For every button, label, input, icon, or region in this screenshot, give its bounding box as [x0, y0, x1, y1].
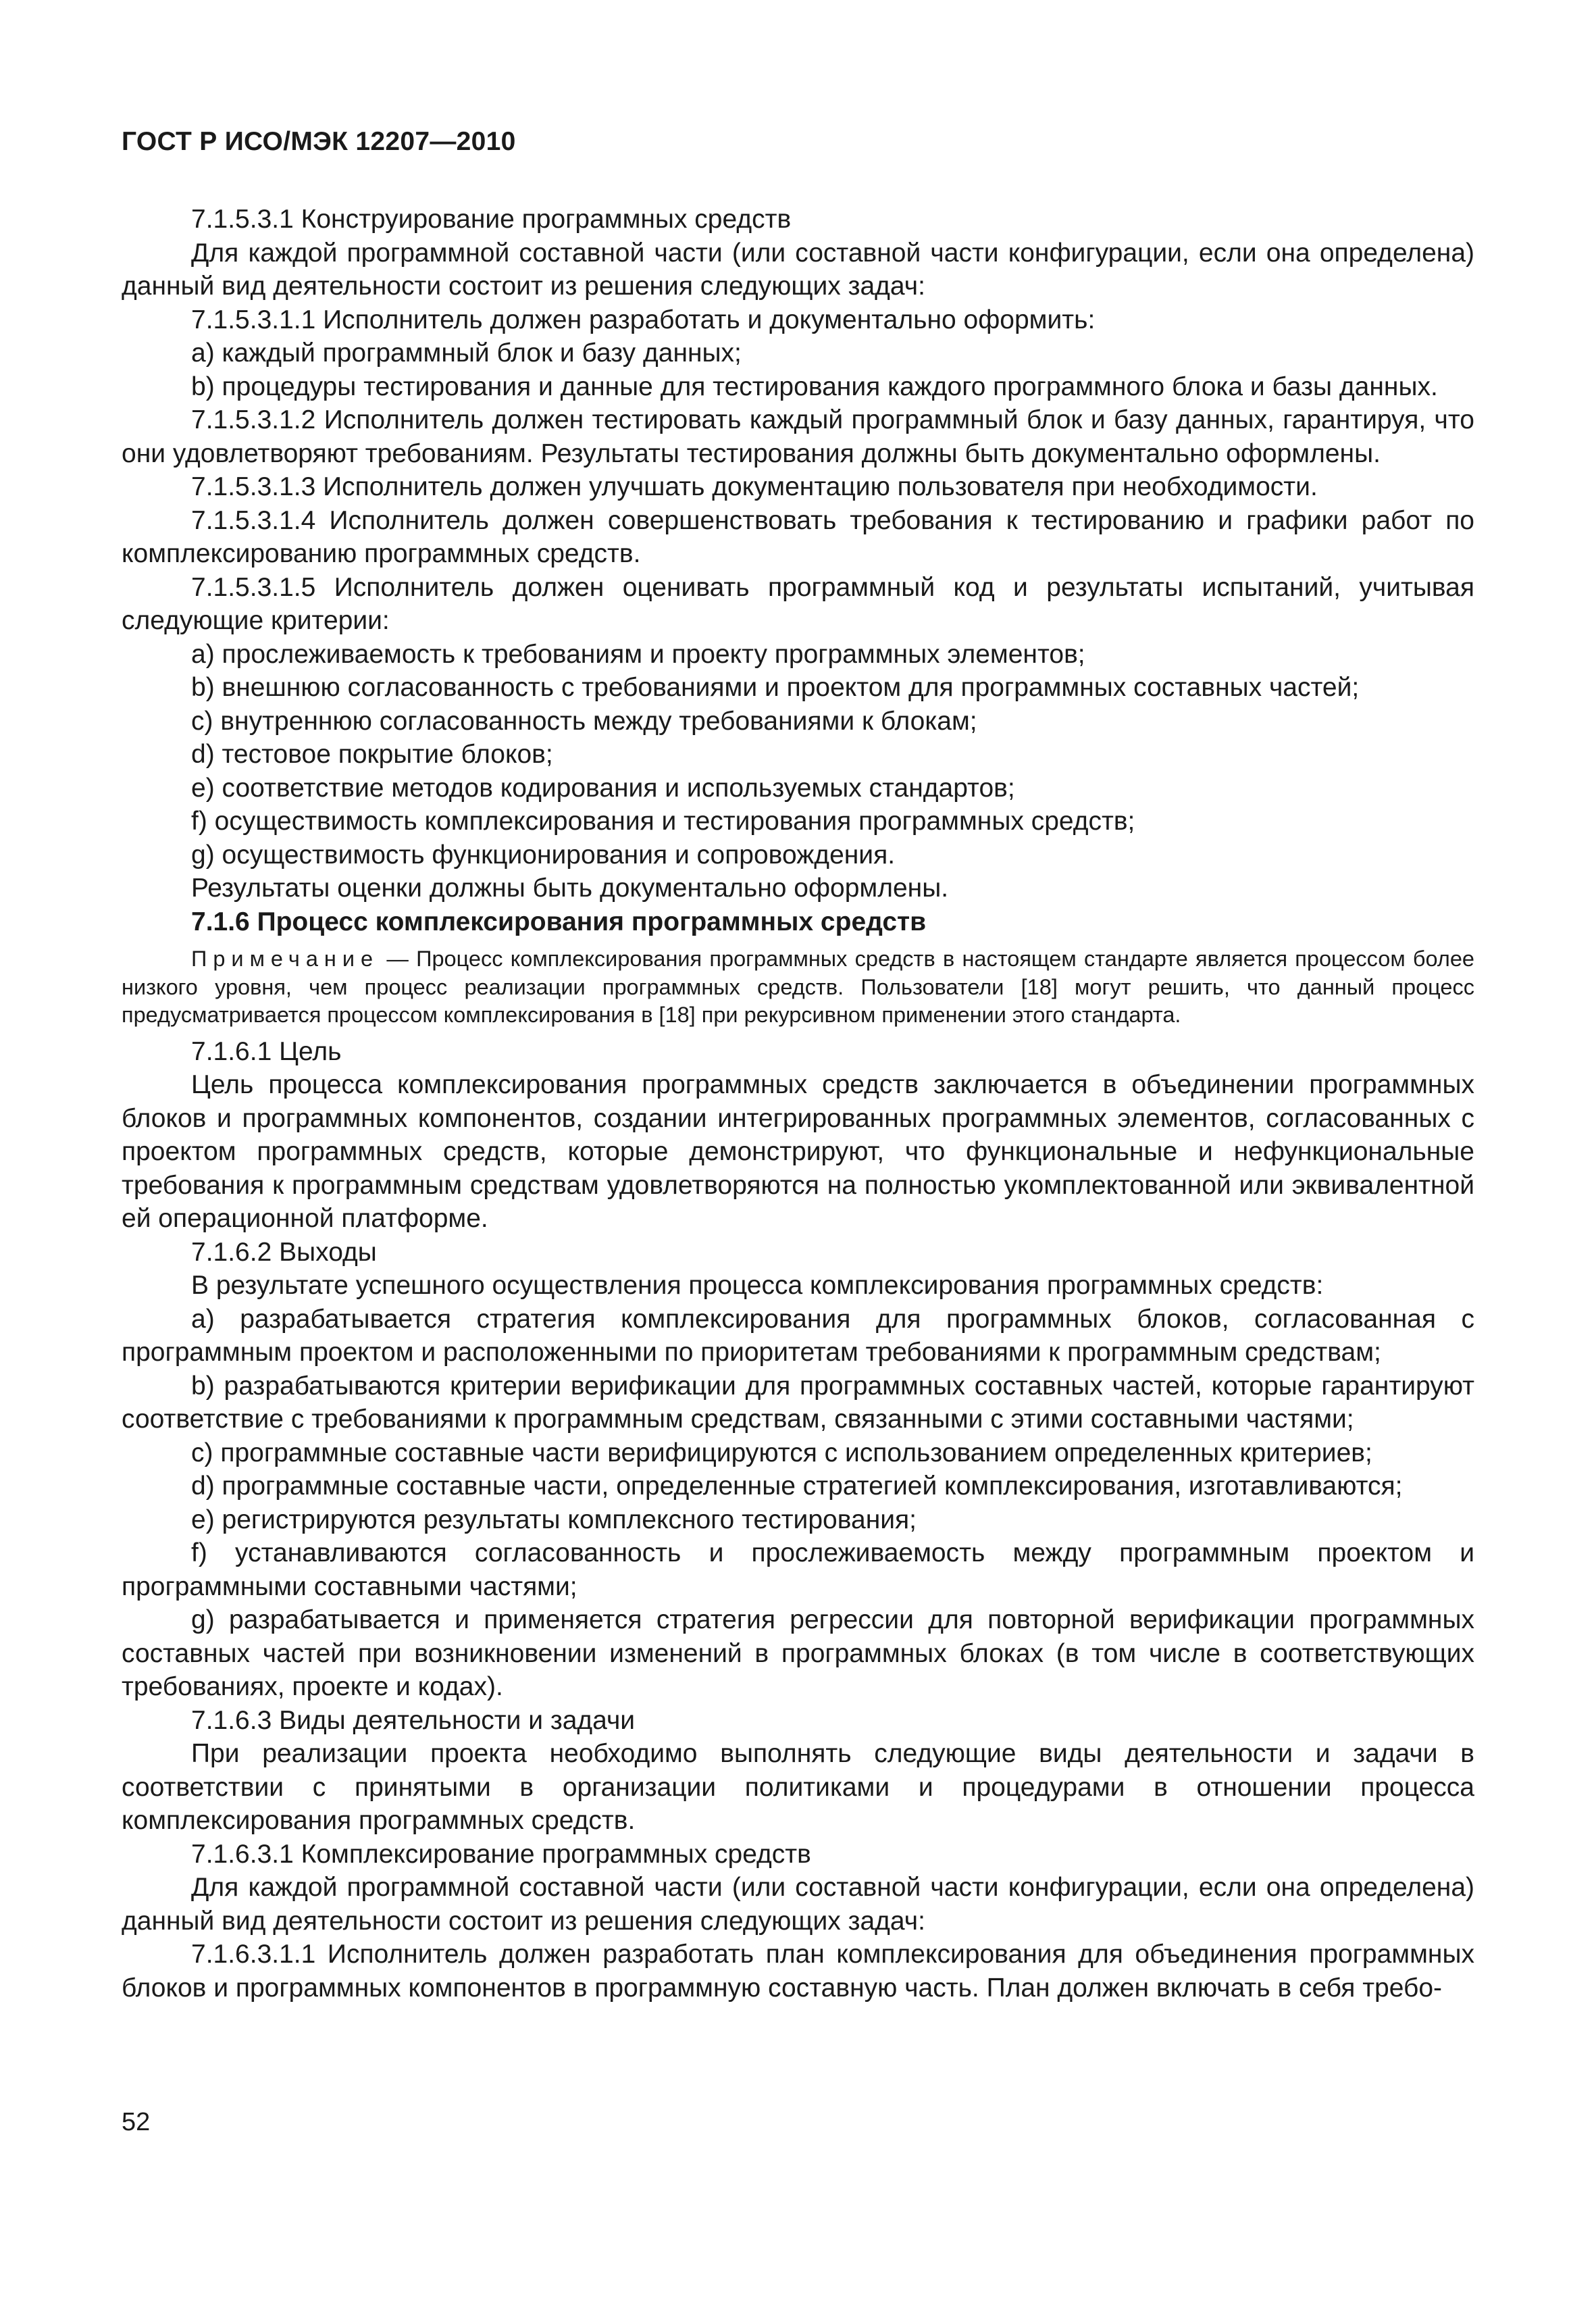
list-item: a) разрабатывается стратегия комплексирования для программных блоков, согласованная с программным проектом и расположенными по приоритетам требованиями к программным средствам;: [122, 1304, 1474, 1367]
subsection-title: 7.1.6.2 Выходы: [191, 1237, 377, 1267]
paragraph: 7.1.5.3.1.2 Исполнитель должен тестировать каждый программный блок и базу данных, гарантируя, что они удовлетворяют требованиям. Результаты тестирования должны быть документально оформлены.: [122, 405, 1474, 468]
paragraph: Результаты оценки должны быть документально оформлены.: [191, 874, 949, 903]
list-item: f) устанавливаются согласованность и прослеживаемость между программным проектом и программными составными частями;: [122, 1538, 1474, 1601]
paragraph: Для каждой программной составной части (или составной части конфигурации, если она определена) данный вид деятельности состоит из решения следующих задач:: [122, 238, 1474, 301]
document-body: [122, 203, 1474, 2005]
list-item: e) регистрируются результаты комплексного тестирования;: [191, 1505, 917, 1534]
document-header: ГОСТ Р ИСО/МЭК 12207—2010: [122, 127, 516, 156]
page-number: 52: [122, 2108, 151, 2136]
section-heading: 7.1.6 Процесс комплексирования программных средств: [191, 907, 927, 936]
list-item: b) процедуры тестирования и данные для тестирования каждого программного блока и базы данных.: [191, 372, 1438, 401]
list-item: c) программные составные части верифицируются с использованием определенных критериев;: [191, 1438, 1372, 1467]
paragraph: 7.1.5.3.1.3 Исполнитель должен улучшать документацию пользователя при необходимости.: [191, 472, 1318, 501]
list-item: e) соответствие методов кодирования и используемых стандартов;: [191, 773, 1015, 803]
subsection-title: 7.1.6.3.1 Комплексирование программных средств: [191, 1839, 811, 1869]
list-item: g) осуществимость функционирования и сопровождения.: [191, 840, 896, 870]
list-item: a) прослеживаемость к требованиям и проекту программных элементов;: [191, 639, 1085, 669]
paragraph: Для каждой программной составной части (или составной части конфигурации, если она определена) данный вид деятельности состоит из решения следующих задач:: [122, 1873, 1474, 1936]
list-item: g) разрабатывается и применяется стратегия регрессии для повторной верификации программных составных частей при возникновении изменений в программных блоках (в том числе в соответствующих требованиях, проекте и кодах).: [122, 1605, 1474, 1701]
note-block: [122, 945, 1474, 1030]
subsection-title: 7.1.6.1 Цель: [191, 1036, 342, 1066]
paragraph: 7.1.5.3.1.4 Исполнитель должен совершенствовать требования к тестированию и графики работ по комплексированию программных средств.: [122, 505, 1474, 568]
list-item: b) внешнюю согласованность с требованиями и проектом для программных составных частей;: [191, 673, 1360, 702]
paragraph: 7.1.6.3.1.1 Исполнитель должен разработать план комплексирования для объединения программных блоков и программных компонентов в программную составную часть. План должен включать в себя требо-: [122, 1940, 1474, 2003]
paragraph: При реализации проекта необходимо выполнять следующие виды деятельности и задачи в соответствии с принятыми в организации политиками и процедурами в отношении процесса комплексирования программных средств.: [122, 1739, 1474, 1835]
paragraph: Цель процесса комплексирования программных средств заключается в объединении программных блоков и программных компонентов, создании интегрированных программных элементов, согласованных с проектом программных средств, которые демонстрируют, что функциональные и нефункциональные требования к программным средствам удовлетворяются на полностью укомплектованной или эквивалентной ей операционной платформе.: [122, 1070, 1474, 1233]
note-text: — Процесс комплексирования программных средств в настоящем стандарте является процессом более низкого уровня, чем процесс реализации программных средств. Пользователи [18] могут решить, что данный процесс предусматривается процессом комплексирования в [18] при рекурсивном применении этого стандарта.: [122, 947, 1474, 1027]
list-item: b) разрабатываются критерии верификации для программных составных частей, которые гарантируют соответствие с требованиями к программным средствам, связанными с этими составными частями;: [122, 1371, 1474, 1434]
list-item: d) программные составные части, определенные стратегией комплексирования, изготавливаются;: [191, 1472, 1403, 1501]
list-item: a) каждый программный блок и базу данных;: [191, 338, 742, 368]
note-label: Примечание: [191, 947, 380, 971]
list-item: c) внутреннюю согласованность между требованиями к блокам;: [191, 706, 977, 736]
subsection-title: 7.1.6.3 Виды деятельности и задачи: [191, 1705, 636, 1735]
paragraph: 7.1.5.3.1.1 Исполнитель должен разработать и документально оформить:: [191, 305, 1096, 334]
paragraph: 7.1.5.3.1 Конструирование программных средств: [191, 205, 792, 234]
list-item: f) осуществимость комплексирования и тестирования программных средств;: [191, 807, 1135, 836]
list-item: d) тестовое покрытие блоков;: [191, 740, 553, 769]
paragraph: 7.1.5.3.1.5 Исполнитель должен оценивать программный код и результаты испытаний, учитывая следующие критерии:: [122, 572, 1474, 635]
paragraph: В результате успешного осуществления процесса комплексирования программных средств:: [191, 1271, 1324, 1300]
